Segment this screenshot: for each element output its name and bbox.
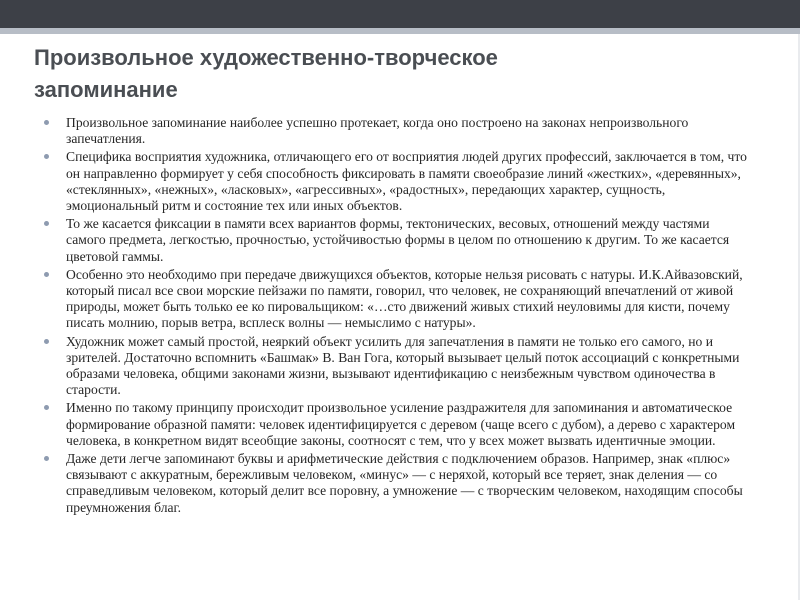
bullet-item (44, 400, 750, 449)
bullet-text: То же касается фиксации в памяти всех вариантов формы, тектонических, весовых, отношений между частями самого предмета, легкостью, прочностью, устойчивостью формы в целом по отношению к другим. То же касается цветовой гаммы. (66, 216, 730, 264)
dot-bullet-icon (44, 339, 49, 344)
slide-title (34, 42, 764, 106)
bullet-list (44, 115, 750, 518)
slide-title-line-1: Произвольное художественно-творческое (34, 45, 498, 70)
header-bar (0, 0, 800, 28)
accent-stripe (0, 28, 800, 34)
bullet-item (44, 267, 750, 332)
bullet-item (44, 334, 750, 399)
dot-bullet-icon (44, 221, 49, 226)
dot-bullet-icon (44, 154, 49, 159)
bullet-item (44, 216, 750, 265)
dot-bullet-icon (44, 456, 49, 461)
bullet-text: Именно по такому принципу происходит произвольное усиление раздражителя для запоминания и автоматическое формирование образной памяти: человек идентифицируется с деревом (чаще всего с дубом), а дерево с характером человека, в конкретном видят всеобщие законы, соотносят с тем, что у всех может вызвать идентичные эмоции. (66, 400, 736, 448)
bullet-text: Специфика восприятия художника, отличающего его от восприятия людей других профессий, заключается в том, что он направленно формирует у себя способность фиксировать в памяти своеобразие линий «жестких», «деревянных», «стеклянных», «нежных», «ласковых», «агрессивных», «радостных», передающих характер, сущность, эмоциональный ритм и состояние тех или иных объектов. (66, 149, 747, 214)
bullet-item (44, 149, 750, 214)
bullet-item (44, 451, 750, 516)
dot-bullet-icon (44, 120, 49, 125)
slide-title-line-2: запоминание (34, 77, 178, 102)
dot-bullet-icon (44, 405, 49, 410)
dot-bullet-icon (44, 272, 49, 277)
bullet-item (44, 115, 750, 147)
bullet-text: Произвольное запоминание наиболее успешно протекает, когда оно построено на законах непроизвольного запечатления. (66, 115, 689, 147)
bullet-text: Даже дети легче запоминают буквы и арифметические действия с подключением образов. Например, знак «плюс» связывают с аккуратным, бережливым человеком, «минус» — с неряхой, который все теряет, знак деления — со справедливым человеком, который делит все поровну, а умножение — с творческим человеком, находящим способы преумножения благ. (66, 451, 743, 515)
bullet-text: Художник может самый простой, неяркий объект усилить для запечатления в памяти не только его самого, но и зрителей. Достаточно вспомнить «Башмак» В. Ван Гога, который вызывает целый поток ассоциаций с конкретными образами человека, общими законами жизни, вызывают идентификацию с неизбежным чувством одиночества в старости. (66, 333, 740, 398)
bullet-text: Особенно это необходимо при передаче движущихся объектов, которые нельзя рисовать с натуры. И.К.Айвазовский, который писал все свои морские пейзажи по памяти, говорил, что человек, не сохраняющий впечатлений от живой природы, может быть только ее ко пировальщиком: «…сто движений живых стихий неуловимы для кисти, почему писать молнию, порыв ветра, всплеск волны — немыслимо с натуры». (66, 266, 743, 331)
